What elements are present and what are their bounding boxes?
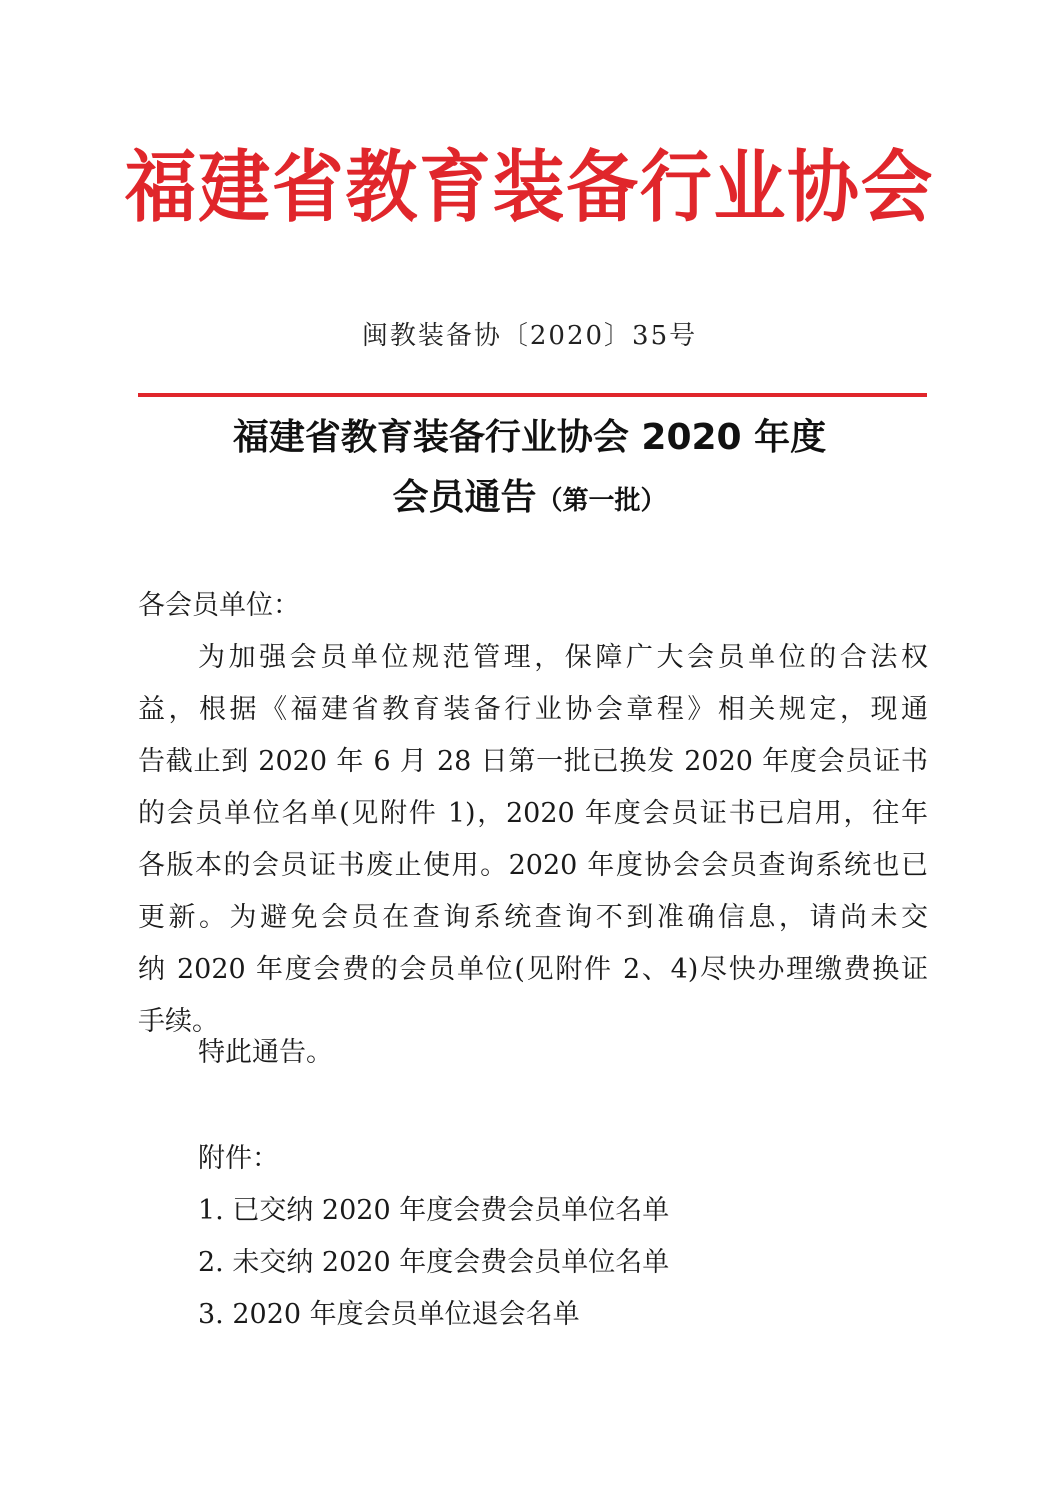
document-title-line-2: [0, 472, 1059, 527]
salutation: 各会员单位：: [138, 590, 300, 621]
document-number: 闽教装备协〔2020〕35号: [361, 321, 698, 351]
paragraph-line: 各版本的会员证书废止使用。2020 年度协会会员查询系统也已: [138, 850, 928, 881]
attachment-item: 3. 2020 年度会员单位退会名单: [198, 1299, 580, 1330]
paragraph-line: 更新。为避免会员在查询系统查询不到准确信息，请尚未交: [138, 902, 928, 933]
paragraph-line: 告截止到 2020 年 6 月 28 日第一批已换发 2020 年度会员证书: [138, 746, 928, 777]
red-divider-line: [138, 393, 927, 397]
paragraph-line: 为加强会员单位规范管理，保障广大会员单位的合法权: [198, 642, 928, 673]
paragraph-line: 手续。: [138, 1006, 219, 1037]
paragraph-line: 纳 2020 年度会费的会员单位(见附件 2、4)尽快办理缴费换证: [138, 954, 928, 985]
paragraph-line: 的会员单位名单(见附件 1)，2020 年度会员证书已启用，往年: [138, 798, 928, 829]
paragraph-line: 益，根据《福建省教育装备行业协会章程》相关规定，现通: [138, 694, 928, 725]
title-main: 会员通告: [392, 477, 537, 518]
document-title-line-1: 福建省教育装备行业协会 2020 年度: [232, 417, 827, 458]
attachment-item: 1. 已交纳 2020 年度会费会员单位名单: [198, 1195, 670, 1226]
closing-remark: 特此通告。: [198, 1037, 333, 1068]
organization-letterhead: 福建省教育装备行业协会: [124, 142, 935, 233]
body-paragraph: [138, 632, 928, 1048]
attachment-item: 2. 未交纳 2020 年度会费会员单位名单: [198, 1247, 670, 1278]
title-batch: （第一批）: [536, 486, 667, 516]
attachments-label: 附件：: [198, 1143, 279, 1174]
